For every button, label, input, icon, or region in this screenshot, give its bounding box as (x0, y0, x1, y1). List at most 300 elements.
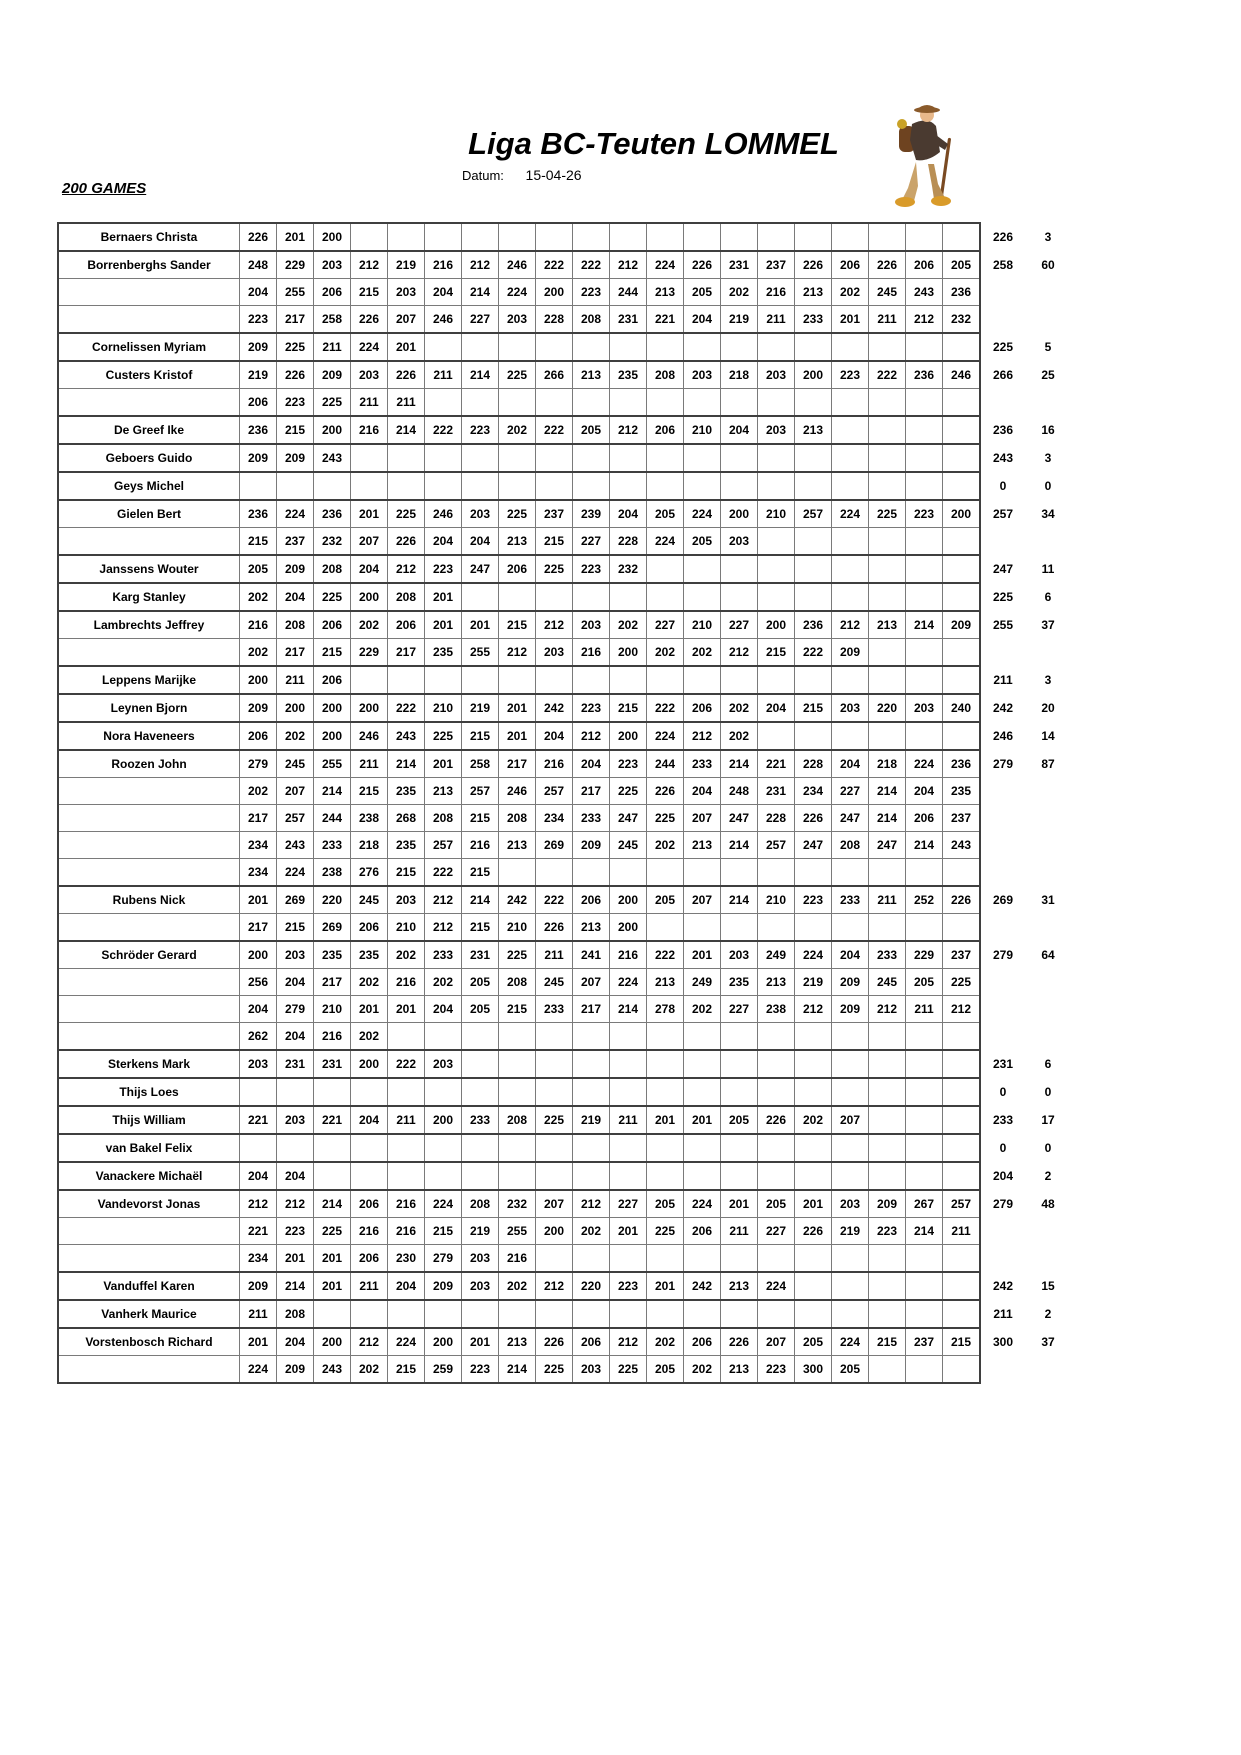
player-name-cell (58, 996, 240, 1023)
score-cell: 209 (277, 555, 314, 583)
score-cell (499, 223, 536, 251)
score-cell: 221 (647, 306, 684, 334)
score-cell (388, 666, 425, 694)
score-cell: 206 (388, 611, 425, 639)
score-cell: 209 (314, 361, 351, 389)
score-cell: 233 (832, 886, 869, 914)
score-cell: 212 (795, 996, 832, 1023)
score-cell: 215 (240, 528, 277, 556)
score-cell: 208 (647, 361, 684, 389)
table-row (58, 333, 1070, 361)
score-cell: 224 (832, 500, 869, 528)
player-name-cell: Leppens Marijke (58, 666, 240, 694)
score-cell (351, 444, 388, 472)
score-cell: 212 (610, 251, 647, 279)
score-cell: 214 (277, 1272, 314, 1300)
score-cell: 215 (351, 778, 388, 805)
score-cell: 215 (795, 694, 832, 722)
score-cell (832, 223, 869, 251)
score-cell: 213 (647, 279, 684, 306)
score-cell (906, 223, 943, 251)
score-cell: 205 (943, 251, 981, 279)
score-cell: 206 (240, 722, 277, 750)
score-cell: 234 (536, 805, 573, 832)
score-cell (943, 444, 981, 472)
score-cell (573, 333, 610, 361)
score-cell: 201 (610, 1218, 647, 1245)
table-row (58, 1218, 1070, 1245)
score-cell: 207 (684, 886, 721, 914)
score-cell: 211 (351, 389, 388, 417)
score-cell: 203 (684, 361, 721, 389)
score-cell (647, 583, 684, 611)
score-cell (536, 389, 573, 417)
table-row (58, 1356, 1070, 1384)
table-row (58, 1245, 1070, 1273)
player-name-cell: Roozen John (58, 750, 240, 778)
score-cell: 243 (314, 1356, 351, 1384)
score-cell (388, 444, 425, 472)
score-cell: 204 (425, 279, 462, 306)
score-cell: 240 (943, 694, 981, 722)
score-cell (832, 1272, 869, 1300)
score-cell (758, 1300, 795, 1328)
score-cell: 223 (573, 694, 610, 722)
score-cell: 266 (536, 361, 573, 389)
score-cell (462, 583, 499, 611)
score-cell: 234 (240, 1245, 277, 1273)
score-cell (684, 1078, 721, 1106)
score-cell: 200 (314, 1328, 351, 1356)
score-cell (647, 223, 684, 251)
score-cell (869, 1272, 906, 1300)
score-cell: 204 (351, 555, 388, 583)
score-cell: 208 (277, 611, 314, 639)
score-cell: 245 (277, 750, 314, 778)
games-count-cell: 2 (1044, 1307, 1052, 1321)
score-cell: 201 (795, 1190, 832, 1218)
score-cell (721, 859, 758, 887)
score-cell: 203 (277, 1106, 314, 1134)
score-cell: 204 (277, 1162, 314, 1190)
score-cell: 214 (869, 805, 906, 832)
score-cell (943, 639, 981, 667)
score-cell: 206 (832, 251, 869, 279)
player-name-cell: Geys Michel (58, 472, 240, 500)
score-cell: 225 (499, 500, 536, 528)
score-cell (906, 583, 943, 611)
score-cell (499, 333, 536, 361)
score-cell: 202 (351, 969, 388, 996)
score-cell: 205 (758, 1190, 795, 1218)
best-score-cell (980, 528, 1026, 556)
score-cell (573, 583, 610, 611)
score-cell: 205 (795, 1328, 832, 1356)
score-cell: 255 (314, 750, 351, 778)
score-cell (425, 389, 462, 417)
score-cell (647, 666, 684, 694)
score-cell: 223 (795, 886, 832, 914)
score-cell: 201 (462, 611, 499, 639)
score-cell (425, 444, 462, 472)
score-cell: 234 (795, 778, 832, 805)
player-name-cell: Rubens Nick (58, 886, 240, 914)
score-cell (499, 1050, 536, 1078)
score-cell (906, 666, 943, 694)
score-cell: 258 (314, 306, 351, 334)
score-cell: 201 (499, 694, 536, 722)
score-cell: 201 (832, 306, 869, 334)
score-cell (536, 333, 573, 361)
score-cell: 209 (832, 639, 869, 667)
games-count-cell: 3 (1044, 673, 1052, 687)
score-cell: 224 (277, 859, 314, 887)
score-cell (906, 1050, 943, 1078)
score-cell: 212 (351, 1328, 388, 1356)
score-cell: 216 (610, 941, 647, 969)
score-cell (943, 722, 981, 750)
best-score-cell: 257 (992, 506, 1014, 521)
score-cell: 233 (536, 996, 573, 1023)
score-cell (573, 1134, 610, 1162)
table-row (58, 886, 1070, 914)
best-score-cell: 236 (992, 423, 1014, 437)
score-cell (536, 1162, 573, 1190)
score-cell: 202 (351, 1023, 388, 1051)
score-cell: 201 (388, 996, 425, 1023)
score-cell (721, 1162, 758, 1190)
score-cell (240, 472, 277, 500)
score-cell: 222 (647, 941, 684, 969)
score-cell (647, 1134, 684, 1162)
score-cell: 222 (869, 361, 906, 389)
score-cell: 202 (795, 1106, 832, 1134)
score-cell (943, 914, 981, 942)
datum-row (462, 167, 582, 183)
score-cell: 217 (499, 750, 536, 778)
score-cell (721, 555, 758, 583)
score-cell (647, 1078, 684, 1106)
player-name-cell: Vanackere Michaël (58, 1162, 240, 1190)
player-name-cell: Geboers Guido (58, 444, 240, 472)
score-cell: 225 (647, 805, 684, 832)
score-cell: 247 (610, 805, 647, 832)
score-cell: 225 (536, 1106, 573, 1134)
score-cell: 203 (351, 361, 388, 389)
score-cell: 214 (610, 996, 647, 1023)
score-cell: 232 (314, 528, 351, 556)
best-score-cell (980, 639, 1026, 667)
score-cell: 200 (314, 416, 351, 444)
score-cell: 201 (351, 996, 388, 1023)
score-cell (832, 666, 869, 694)
score-cell: 212 (351, 251, 388, 279)
score-cell: 211 (388, 389, 425, 417)
score-cell: 202 (647, 1328, 684, 1356)
score-cell (906, 1162, 943, 1190)
score-cell (647, 555, 684, 583)
score-cell (240, 1134, 277, 1162)
player-name-cell (58, 1023, 240, 1051)
score-cell: 207 (388, 306, 425, 334)
player-name-cell (58, 1218, 240, 1245)
score-cell: 207 (536, 1190, 573, 1218)
score-cell: 203 (240, 1050, 277, 1078)
player-name-cell: Vanduffel Karen (58, 1272, 240, 1300)
score-cell (499, 472, 536, 500)
score-cell (943, 555, 981, 583)
score-cell: 202 (721, 722, 758, 750)
score-cell (869, 1078, 906, 1106)
score-cell (536, 1078, 573, 1106)
score-cell: 209 (240, 333, 277, 361)
player-name-cell: Lambrechts Jeffrey (58, 611, 240, 639)
score-cell (869, 223, 906, 251)
score-cell (832, 555, 869, 583)
score-cell: 205 (240, 555, 277, 583)
score-cell (684, 859, 721, 887)
score-cell: 204 (425, 996, 462, 1023)
best-score-cell (980, 1356, 1026, 1384)
score-cell: 204 (721, 416, 758, 444)
score-cell (832, 416, 869, 444)
best-score-cell: 211 (993, 1307, 1013, 1321)
score-cell: 212 (721, 639, 758, 667)
score-cell (277, 1078, 314, 1106)
score-cell: 216 (462, 832, 499, 859)
score-cell: 208 (277, 1300, 314, 1328)
score-cell: 206 (314, 279, 351, 306)
score-cell (943, 333, 981, 361)
score-cell: 246 (943, 361, 981, 389)
score-cell: 222 (795, 639, 832, 667)
score-cell (610, 666, 647, 694)
score-cell (610, 1300, 647, 1328)
score-cell: 200 (351, 694, 388, 722)
score-cell: 225 (499, 361, 536, 389)
score-cell (425, 1162, 462, 1190)
score-cell: 214 (721, 886, 758, 914)
score-cell (906, 1078, 943, 1106)
best-score-cell (980, 914, 1026, 942)
score-cell: 244 (647, 750, 684, 778)
score-cell: 204 (240, 996, 277, 1023)
score-cell: 225 (277, 333, 314, 361)
score-cell: 209 (869, 1190, 906, 1218)
score-cell: 205 (684, 279, 721, 306)
score-cell: 200 (351, 1050, 388, 1078)
score-cell (832, 1300, 869, 1328)
score-cell: 212 (573, 1190, 610, 1218)
score-cell: 246 (499, 778, 536, 805)
score-cell (943, 1300, 981, 1328)
score-cell: 217 (240, 914, 277, 942)
score-cell (610, 1078, 647, 1106)
score-cell (906, 555, 943, 583)
games-count-cell: 0 (1044, 479, 1052, 493)
player-name-cell (58, 389, 240, 417)
best-score-cell (980, 859, 1026, 887)
score-cell (869, 1106, 906, 1134)
table-row (58, 223, 1070, 251)
score-cell: 219 (721, 306, 758, 334)
score-cell: 205 (647, 1356, 684, 1384)
score-cell: 202 (721, 279, 758, 306)
score-cell (462, 666, 499, 694)
score-cell (943, 1023, 981, 1051)
score-cell: 202 (351, 1356, 388, 1384)
score-cell (906, 914, 943, 942)
score-cell (795, 333, 832, 361)
score-cell: 226 (795, 805, 832, 832)
score-cell: 214 (462, 361, 499, 389)
score-cell: 201 (647, 1106, 684, 1134)
score-cell: 223 (240, 306, 277, 334)
score-cell: 200 (610, 639, 647, 667)
score-cell: 211 (869, 306, 906, 334)
score-cell: 223 (758, 1356, 795, 1384)
score-cell (610, 1245, 647, 1273)
score-cell (869, 639, 906, 667)
score-cell: 214 (314, 1190, 351, 1218)
score-cell (647, 333, 684, 361)
score-cell: 223 (906, 500, 943, 528)
score-cell: 246 (351, 722, 388, 750)
score-cell (610, 389, 647, 417)
score-cell: 224 (240, 1356, 277, 1384)
score-cell: 201 (721, 1190, 758, 1218)
score-cell (906, 1300, 943, 1328)
score-cell: 269 (277, 886, 314, 914)
score-cell: 256 (240, 969, 277, 996)
score-cell: 204 (277, 583, 314, 611)
score-cell: 215 (610, 694, 647, 722)
score-cell: 210 (684, 611, 721, 639)
score-cell: 225 (314, 583, 351, 611)
best-score-cell (980, 805, 1026, 832)
player-name-cell: Thijs William (58, 1106, 240, 1134)
best-score-cell: 255 (992, 617, 1014, 632)
score-cell (388, 1023, 425, 1051)
score-cell (906, 472, 943, 500)
score-cell: 202 (240, 639, 277, 667)
games-count-cell (1026, 859, 1070, 887)
games-count-cell: 14 (1041, 729, 1055, 743)
score-cell: 201 (351, 500, 388, 528)
score-cell (795, 666, 832, 694)
score-cell: 200 (240, 941, 277, 969)
score-cell (388, 1078, 425, 1106)
score-cell: 201 (425, 611, 462, 639)
score-cell (351, 666, 388, 694)
score-cell: 237 (906, 1328, 943, 1356)
player-name-cell: Borrenberghs Sander (58, 251, 240, 279)
score-cell (684, 1023, 721, 1051)
score-cell: 201 (314, 1245, 351, 1273)
score-cell: 225 (314, 1218, 351, 1245)
table-row (58, 969, 1070, 996)
score-cell (647, 1245, 684, 1273)
score-cell (721, 1134, 758, 1162)
score-cell: 218 (721, 361, 758, 389)
score-cell: 224 (906, 750, 943, 778)
best-score-cell (980, 832, 1026, 859)
score-cell: 201 (240, 886, 277, 914)
score-cell (758, 859, 795, 887)
score-cell: 247 (832, 805, 869, 832)
score-cell (906, 1023, 943, 1051)
score-cell: 216 (314, 1023, 351, 1051)
score-cell: 213 (425, 778, 462, 805)
score-cell: 237 (536, 500, 573, 528)
score-cell: 203 (573, 611, 610, 639)
score-cell: 212 (388, 555, 425, 583)
score-cell (869, 1356, 906, 1384)
games-count-cell (1026, 389, 1070, 417)
score-cell (943, 472, 981, 500)
player-name-cell: Karg Stanley (58, 583, 240, 611)
score-cell: 206 (351, 1245, 388, 1273)
score-cell: 216 (240, 611, 277, 639)
games-count-cell (1026, 1356, 1070, 1384)
score-cell: 200 (425, 1328, 462, 1356)
score-cell: 204 (277, 969, 314, 996)
score-cell (388, 223, 425, 251)
score-cell: 203 (573, 1356, 610, 1384)
games-count-cell (1026, 639, 1070, 667)
score-cell: 224 (684, 500, 721, 528)
score-cell: 212 (573, 722, 610, 750)
score-cell (758, 1245, 795, 1273)
table-row (58, 1023, 1070, 1051)
score-cell: 202 (425, 969, 462, 996)
score-cell: 236 (240, 416, 277, 444)
score-cell: 249 (684, 969, 721, 996)
score-cell: 238 (351, 805, 388, 832)
score-cell (536, 583, 573, 611)
table-row (58, 444, 1070, 472)
score-cell: 203 (388, 279, 425, 306)
score-cell: 257 (425, 832, 462, 859)
table-row (58, 1162, 1070, 1190)
games-count-cell (1026, 1245, 1070, 1273)
score-cell: 205 (647, 500, 684, 528)
score-cell (795, 1134, 832, 1162)
datum-value: 15-04-26 (525, 167, 582, 183)
table-row (58, 306, 1070, 334)
best-score-cell (980, 969, 1026, 996)
player-name-cell: Schröder Gerard (58, 941, 240, 969)
score-cell: 204 (684, 306, 721, 334)
score-cell: 245 (610, 832, 647, 859)
best-score-cell: 0 (999, 1085, 1007, 1099)
score-cell: 279 (425, 1245, 462, 1273)
games-count-cell: 64 (1041, 947, 1055, 962)
table-row (58, 750, 1070, 778)
score-cell: 200 (240, 666, 277, 694)
score-cell (758, 1134, 795, 1162)
score-cell (499, 583, 536, 611)
score-cell: 214 (721, 832, 758, 859)
score-cell (758, 528, 795, 556)
score-cell: 207 (351, 528, 388, 556)
score-cell (573, 389, 610, 417)
score-cell (943, 666, 981, 694)
score-cell (573, 1300, 610, 1328)
score-cell: 223 (462, 1356, 499, 1384)
score-cell: 206 (314, 666, 351, 694)
score-cell: 245 (869, 969, 906, 996)
